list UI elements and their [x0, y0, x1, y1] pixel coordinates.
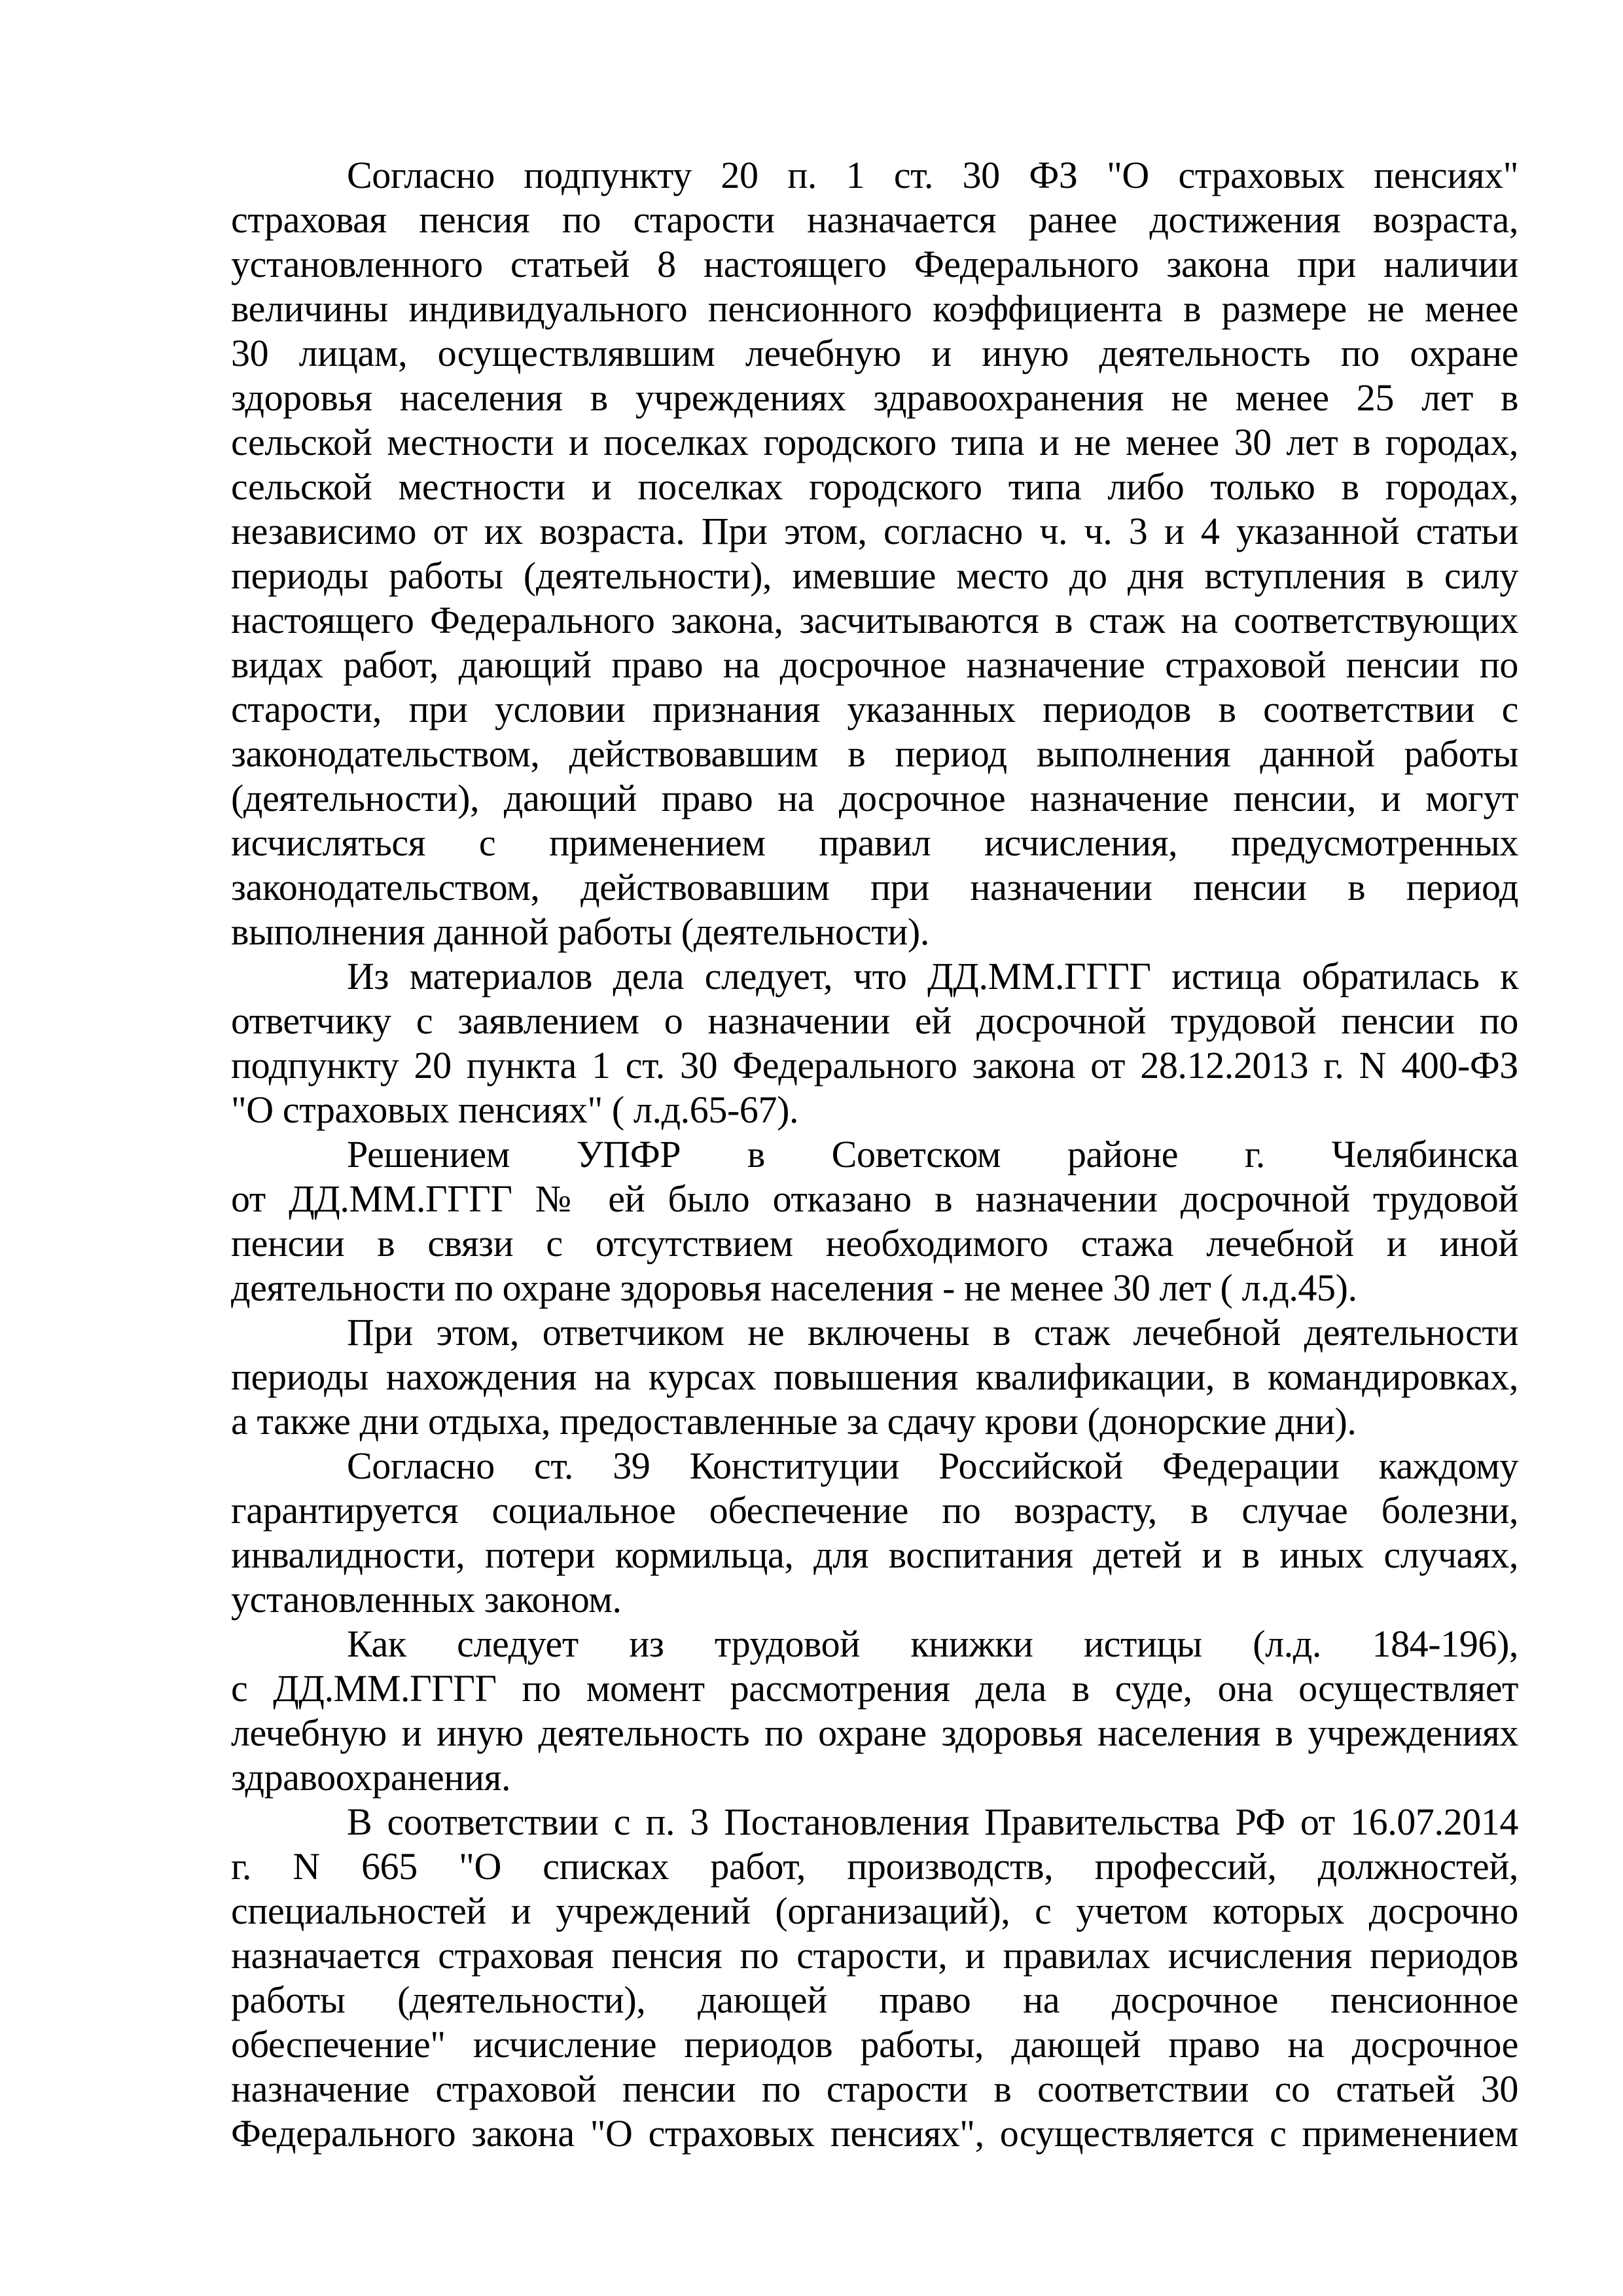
- text-line: Федерального закона "О страховых пенсиях", осуществляется с применением: [231, 2112, 1518, 2155]
- text-line: При этом, ответчиком не включены в стаж лечебной деятельности: [347, 1311, 1518, 1354]
- text-line: В соответствии с п. 3 Постановления Правительства РФ от 16.07.2014: [347, 1801, 1518, 1843]
- text-line: лечебную и иную деятельность по охране здоровья населения в учреждениях: [231, 1712, 1518, 1754]
- text-line: специальностей и учреждений (организаций), с учетом которых досрочно: [231, 1890, 1518, 1932]
- text-line: инвалидности, потери кормильца, для воспитания детей и в иных случаях,: [231, 1534, 1518, 1576]
- paragraph: [231, 1800, 1518, 2156]
- text-line: Как следует из трудовой книжки истицы (л.д. 184-196),: [347, 1623, 1518, 1665]
- text-line: Решением УПФР в Советском районе г. Челябинска: [347, 1133, 1518, 1175]
- text-line: от ДД.ММ.ГГГГ № ей было отказано в назначении досрочной трудовой: [231, 1177, 1518, 1220]
- text-line: законодательством, действовавшим в период выполнения данной работы: [231, 732, 1518, 775]
- text-line: обеспечение" исчисление периодов работы, дающей право на досрочное: [231, 2023, 1518, 2066]
- text-line: Согласно подпункту 20 п. 1 ст. 30 ФЗ "О страховых пенсиях": [347, 154, 1518, 196]
- text-line: Из материалов дела следует, что ДД.ММ.ГГГГ истица обратилась к: [347, 955, 1518, 997]
- text-line: ответчику с заявлением о назначении ей досрочной трудовой пенсии по: [231, 999, 1518, 1042]
- text-line: г. N 665 "О списках работ, производств, профессий, должностей,: [231, 1845, 1518, 1888]
- text-line: независимо от их возраста. При этом, согласно ч. ч. 3 и 4 указанной статьи: [231, 510, 1518, 552]
- text-line: сельской местности и поселках городского типа и не менее 30 лет в городах,: [231, 421, 1518, 463]
- text-line: старости, при условии признания указанных периодов в соответствии с: [231, 688, 1518, 730]
- text-line: подпункту 20 пункта 1 ст. 30 Федерального закона от 28.12.2013 г. N 400-ФЗ: [231, 1044, 1518, 1086]
- text-line: (деятельности), дающий право на досрочное назначение пенсии, и могут: [231, 777, 1518, 819]
- text-line: видах работ, дающий право на досрочное назначение страховой пенсии по: [231, 643, 1518, 686]
- text-line: здравоохранения.: [231, 1756, 511, 1799]
- text-line: гарантируется социальное обеспечение по возрасту, в случае болезни,: [231, 1489, 1518, 1532]
- paragraph: [231, 1132, 1518, 1310]
- document-body: [231, 153, 1518, 2156]
- text-line: страховая пенсия по старости назначается ранее достижения возраста,: [231, 198, 1518, 241]
- text-line: пенсии в связи с отсутствием необходимого стажа лечебной и иной: [231, 1222, 1518, 1265]
- text-line: величины индивидуального пенсионного коэффициента в размере не менее: [231, 287, 1518, 330]
- text-line: Согласно ст. 39 Конституции Российской Федерации каждому: [347, 1444, 1518, 1487]
- text-line: деятельности по охране здоровья населения - не менее 30 лет ( л.д.45).: [231, 1266, 1357, 1309]
- text-line: настоящего Федерального закона, засчитываются в стаж на соответствующих: [231, 599, 1518, 641]
- paragraph: [231, 153, 1518, 954]
- text-line: а также дни отдыха, предоставленные за сдачу крови (донорские дни).: [231, 1400, 1357, 1443]
- text-line: назначается страховая пенсия по старости, и правилах исчисления периодов: [231, 1934, 1518, 1977]
- text-line: периоды работы (деятельности), имевшие место до дня вступления в силу: [231, 554, 1518, 597]
- text-line: установленного статьей 8 настоящего Федерального закона при наличии: [231, 243, 1518, 285]
- paragraph: [231, 954, 1518, 1132]
- text-line: 30 лицам, осуществлявшим лечебную и иную деятельность по охране: [231, 332, 1518, 374]
- text-line: назначение страховой пенсии по старости в соответствии со статьей 30: [231, 2068, 1518, 2110]
- text-line: исчисляться с применением правил исчисления, предусмотренных: [231, 821, 1518, 864]
- text-line: законодательством, действовавшим при назначении пенсии в период: [231, 866, 1518, 908]
- text-line: с ДД.ММ.ГГГГ по момент рассмотрения дела в суде, она осуществляет: [231, 1667, 1518, 1710]
- text-line: установленных законом.: [231, 1578, 622, 1621]
- paragraph: [231, 1444, 1518, 1622]
- paragraph: [231, 1310, 1518, 1444]
- text-line: выполнения данной работы (деятельности).: [231, 910, 929, 953]
- text-line: работы (деятельности), дающей право на досрочное пенсионное: [231, 1979, 1518, 2021]
- text-line: сельской местности и поселках городского типа либо только в городах,: [231, 465, 1518, 508]
- paragraph: [231, 1622, 1518, 1800]
- text-line: периоды нахождения на курсах повышения квалификации, в командировках,: [231, 1355, 1518, 1398]
- text-line: "О страховых пенсиях" ( л.д.65-67).: [231, 1088, 799, 1131]
- text-line: здоровья населения в учреждениях здравоохранения не менее 25 лет в: [231, 376, 1518, 419]
